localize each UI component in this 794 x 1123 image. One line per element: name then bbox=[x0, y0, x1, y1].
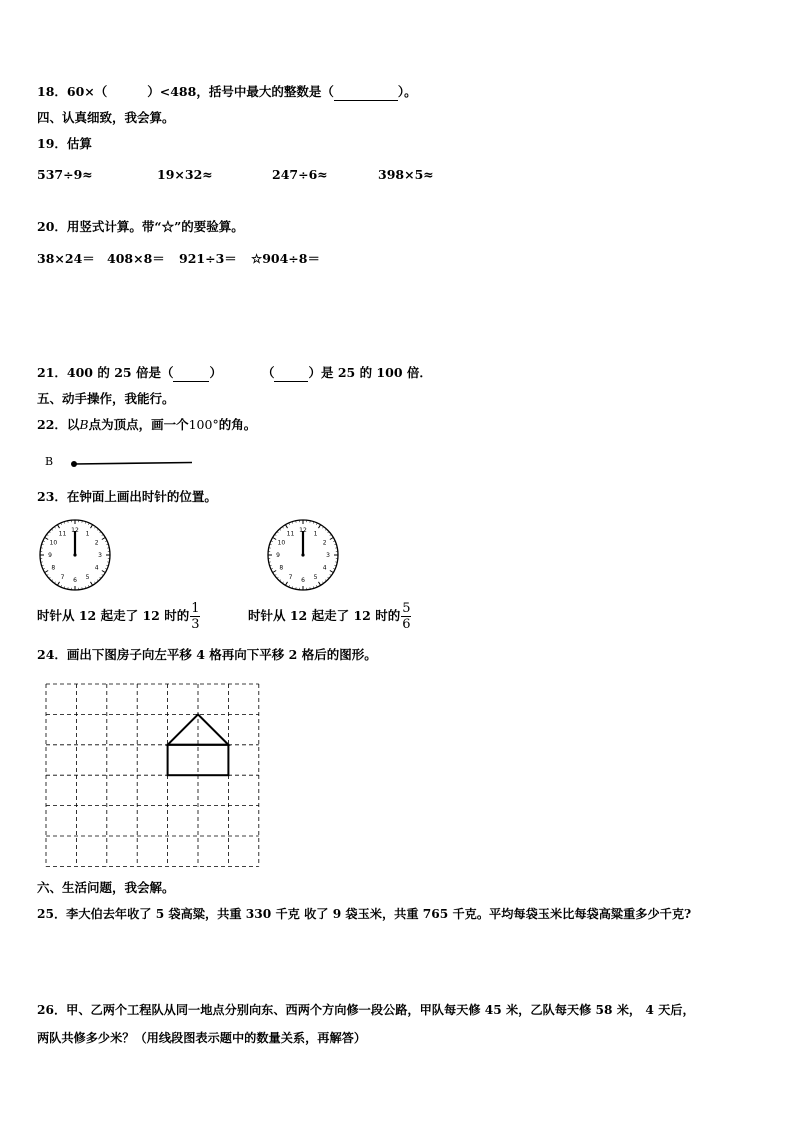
clock-number: 4 bbox=[322, 564, 327, 572]
fraction-2-numerator: 5 bbox=[402, 601, 411, 616]
section-5-heading: 五、动手操作，我能行。 bbox=[37, 391, 175, 406]
question-19-label: 19．估算 bbox=[37, 136, 92, 151]
q21-blank-2[interactable] bbox=[274, 365, 308, 382]
clock-tick bbox=[286, 582, 288, 585]
clock-number: 10 bbox=[277, 539, 286, 547]
q21-part1-prefix: 21．400 的 25 倍是（ bbox=[37, 365, 174, 380]
clock-number: 5 bbox=[85, 573, 90, 581]
fraction-1-numerator: 1 bbox=[191, 601, 200, 616]
clock-tick bbox=[58, 582, 60, 585]
q19-item-2: 19×32≈ bbox=[157, 167, 213, 182]
clock-tick bbox=[91, 525, 93, 528]
point-b-label: B bbox=[45, 455, 54, 468]
clock-number: 8 bbox=[51, 564, 56, 572]
clock-center bbox=[73, 553, 76, 556]
clock-number: 7 bbox=[60, 573, 65, 581]
clock-tick bbox=[286, 525, 288, 528]
q18-middle: ）<488，括号中最大的整数是（ bbox=[147, 84, 334, 99]
q20-item-1: 38×24＝ bbox=[37, 251, 95, 266]
clock-number: 9 bbox=[276, 552, 280, 560]
q19-item-3: 247÷6≈ bbox=[272, 167, 328, 182]
q19-item-1: 537÷9≈ bbox=[37, 167, 93, 182]
clock-number: 9 bbox=[48, 552, 52, 560]
q20-item-4: ☆904÷8＝ bbox=[251, 251, 320, 266]
fraction-one-third bbox=[190, 601, 200, 632]
q22-text-c: 的角。 bbox=[218, 417, 257, 432]
q21-blank-1[interactable] bbox=[173, 365, 209, 382]
clock-face-1[interactable] bbox=[38, 518, 112, 592]
q21-part2-suffix: ）是 25 的 100 倍． bbox=[308, 365, 432, 380]
clock-number: 12 bbox=[71, 527, 79, 535]
clock-number: 11 bbox=[58, 530, 67, 538]
clock-number: 11 bbox=[286, 530, 295, 538]
section-6-heading: 六、生活问题，我会解。 bbox=[37, 880, 175, 895]
question-24-label: 24．画出下图房子向左平移 4 格再向下平移 2 格后的图形。 bbox=[37, 647, 377, 662]
clock-tick bbox=[45, 538, 48, 540]
q22-angle: 100° bbox=[188, 417, 219, 432]
clock-number: 7 bbox=[288, 573, 293, 581]
question-25: 25．李大伯去年收了 5 袋高粱，共重 330 千克 收了 9 袋玉米，共重 765 千克。平均每袋玉米比每袋高粱重多少千克? bbox=[37, 907, 692, 921]
fraction-1-denominator: 3 bbox=[191, 617, 200, 632]
question-23-label: 23．在钟面上画出时针的位置。 bbox=[37, 489, 217, 504]
clock-tick bbox=[91, 582, 93, 585]
clock-tick bbox=[330, 538, 333, 540]
clock-tick bbox=[102, 538, 105, 540]
clock-face-2[interactable] bbox=[266, 518, 340, 592]
q23-caption-2 bbox=[248, 598, 411, 634]
question-26-line-1: 26．甲、乙两个工程队从同一地点分别向东、西两个方向修一段公路，甲队每天修 45 米，乙队每天修 58 米， 4 天后， bbox=[37, 1003, 695, 1017]
section-4-heading: 四、认真细致，我会算。 bbox=[37, 110, 175, 125]
clock-tick bbox=[273, 538, 276, 540]
fraction-five-sixths bbox=[401, 601, 411, 632]
clock-number: 2 bbox=[322, 539, 327, 547]
question-18 bbox=[37, 84, 417, 101]
q23-caption-1-text: 时针从 12 起走了 12 时的 bbox=[37, 608, 190, 623]
clock-number: 1 bbox=[313, 530, 318, 538]
fraction-2-denominator: 6 bbox=[402, 617, 411, 632]
clock-number: 5 bbox=[313, 573, 318, 581]
q23-caption-1 bbox=[37, 598, 200, 634]
q21-part1-suffix: ） bbox=[209, 365, 222, 380]
q22-text-a: 22．以 bbox=[37, 417, 80, 432]
clock-tick bbox=[330, 571, 333, 573]
clock-number: 6 bbox=[73, 577, 77, 585]
q22-text-b: 点为顶点，画一个 bbox=[88, 417, 189, 432]
question-22 bbox=[37, 417, 256, 433]
q18-blank-2[interactable] bbox=[334, 84, 398, 101]
clock-number: 4 bbox=[94, 564, 99, 572]
clock-number: 12 bbox=[299, 527, 307, 535]
q23-caption-2-text: 时针从 12 起走了 12 时的 bbox=[248, 608, 401, 623]
clock-number: 3 bbox=[98, 552, 102, 560]
clock-tick bbox=[273, 571, 276, 573]
q21-part2-prefix: （ bbox=[261, 365, 275, 380]
clock-number: 8 bbox=[279, 564, 284, 572]
clock-tick bbox=[102, 571, 105, 573]
ray-line bbox=[74, 463, 192, 465]
clock-number: 2 bbox=[94, 539, 99, 547]
clock-number: 1 bbox=[85, 530, 90, 538]
clock-tick bbox=[45, 571, 48, 573]
clock-center bbox=[301, 553, 304, 556]
q18-suffix: ）。 bbox=[397, 84, 417, 99]
clock-number: 10 bbox=[49, 539, 58, 547]
clock-tick bbox=[58, 525, 60, 528]
q20-item-3: 921÷3＝ bbox=[179, 251, 237, 266]
q22-var: B bbox=[79, 417, 89, 432]
ray-from-b[interactable] bbox=[66, 456, 198, 470]
clock-tick bbox=[319, 582, 321, 585]
question-26-line-2: 两队共修多少米？（用线段图表示题中的数量关系，再解答） bbox=[37, 1031, 367, 1045]
clock-number: 3 bbox=[326, 552, 330, 560]
question-20-label: 20．用竖式计算。带“☆”的要验算。 bbox=[37, 219, 244, 234]
q20-item-2: 408×8＝ bbox=[107, 251, 165, 266]
clock-number: 6 bbox=[301, 577, 305, 585]
dashed-grid[interactable] bbox=[40, 680, 265, 870]
q18-prefix: 18．60×（ bbox=[37, 84, 108, 99]
q19-item-4: 398×5≈ bbox=[378, 167, 434, 182]
question-21 bbox=[37, 365, 432, 382]
clock-tick bbox=[319, 525, 321, 528]
